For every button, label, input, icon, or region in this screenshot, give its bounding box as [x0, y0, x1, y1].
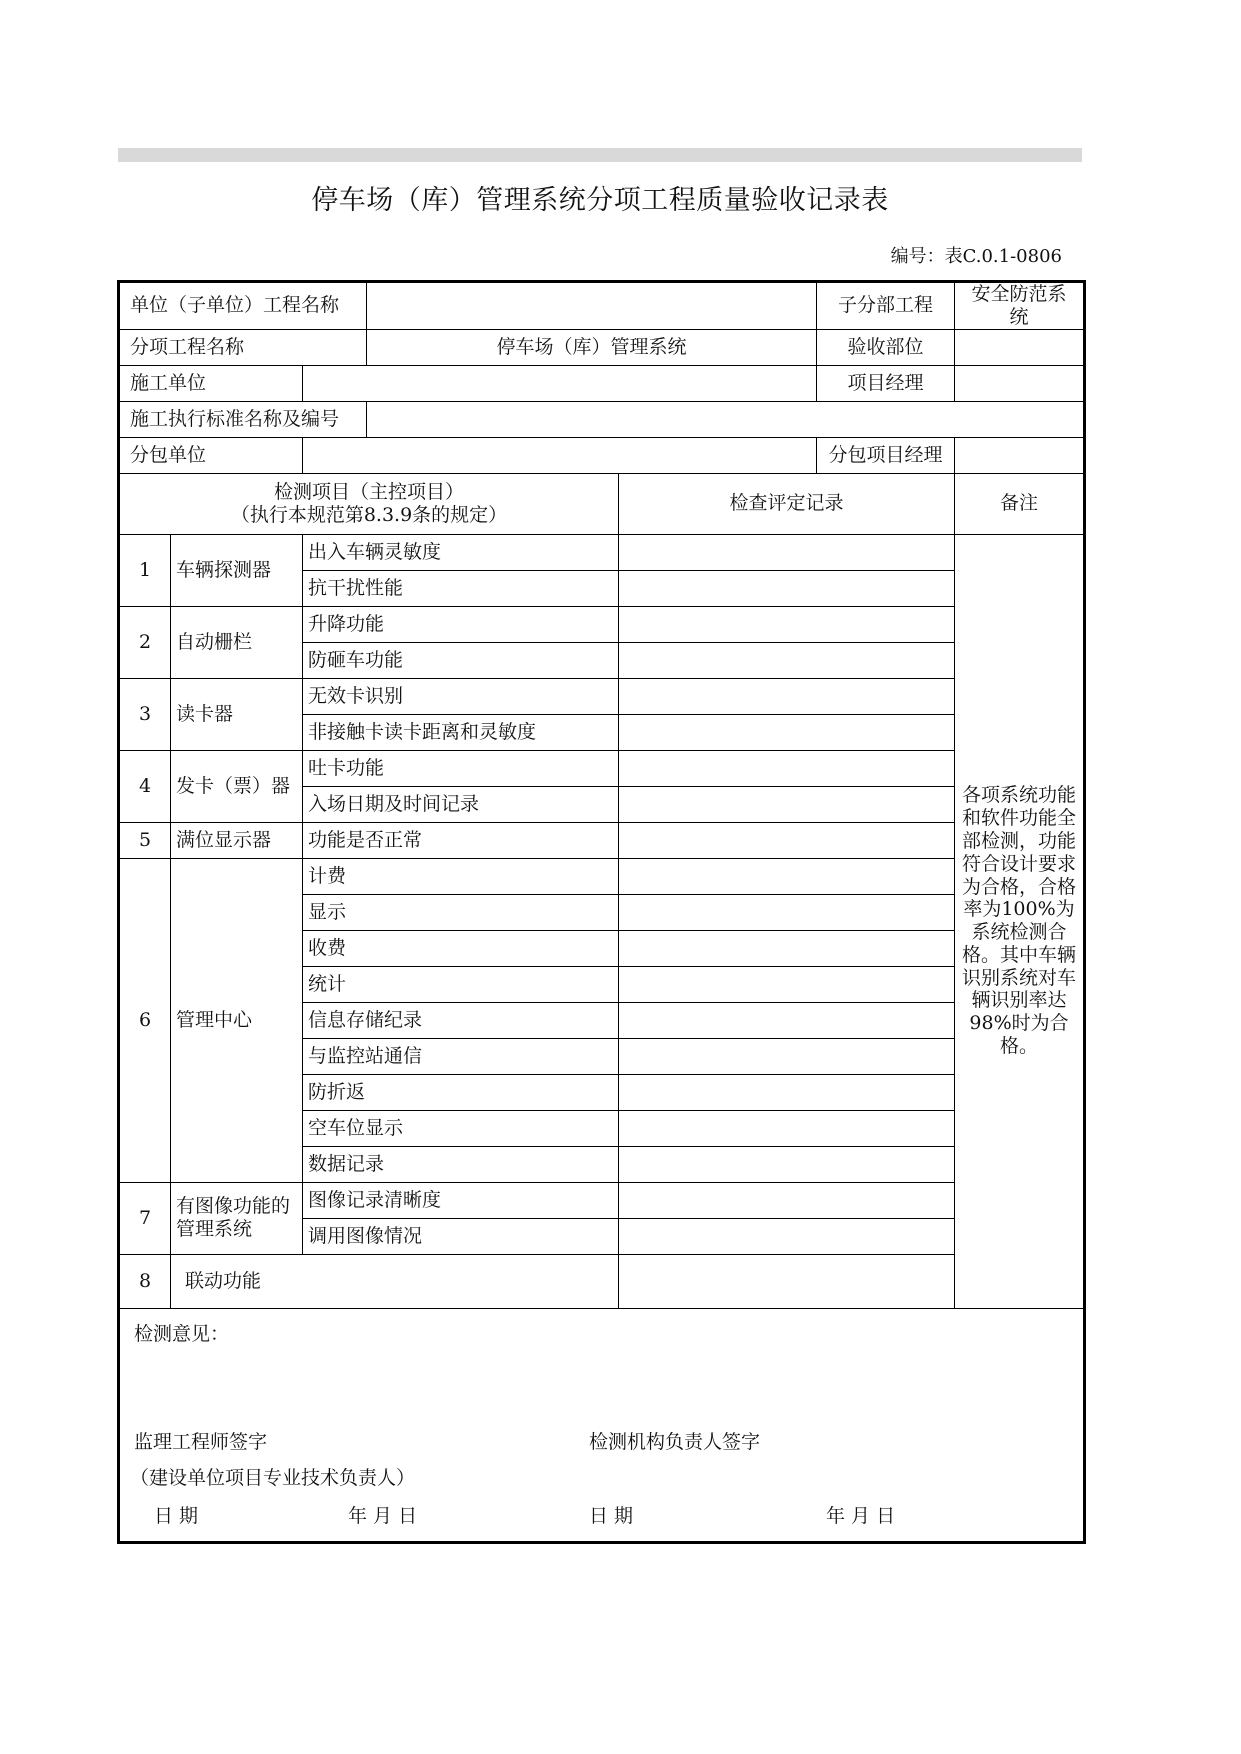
acceptance-form-table [117, 280, 1086, 1544]
item-row [119, 606, 1085, 642]
date-ymd-left: 年 月 日 [348, 1504, 418, 1527]
item-row [119, 1254, 1085, 1308]
record-cell[interactable] [619, 606, 955, 642]
row-construction-unit [119, 365, 1085, 401]
opinion-cell [119, 1308, 1085, 1542]
row-standard [119, 401, 1085, 437]
record-cell[interactable] [619, 534, 955, 570]
record-cell[interactable] [619, 642, 955, 678]
sub-division-value[interactable]: 安全防范系统 [955, 282, 1085, 330]
record-cell[interactable] [619, 1254, 955, 1308]
item-number: 7 [119, 1182, 171, 1254]
sub-item-name: 计费 [303, 858, 619, 894]
sub-item-name: 抗干扰性能 [303, 570, 619, 606]
items-header-line1: 检测项目（主控项目） [274, 480, 465, 503]
record-cell[interactable] [619, 1110, 955, 1146]
date-ymd-right: 年 月 日 [826, 1504, 896, 1527]
remark-text: 各项系统功能和软件功能全部检测，功能符合设计要求为合格，合格率为100%为系统检测合格。其中车辆识别系统对车辆识别率达98%时为合格。 [955, 534, 1085, 1308]
item-name: 发卡（票）器 [171, 750, 303, 822]
standard-value[interactable] [367, 401, 1085, 437]
subcontractor-value[interactable] [303, 437, 817, 473]
opinion-row [119, 1308, 1085, 1542]
item-number: 3 [119, 678, 171, 750]
standard-label: 施工执行标准名称及编号 [119, 401, 367, 437]
sub-item-value[interactable]: 停车场（库）管理系统 [367, 329, 817, 365]
item-number: 8 [119, 1254, 171, 1308]
sub-item-name: 与监控站通信 [303, 1038, 619, 1074]
unit-project-label: 单位（子单位）工程名称 [119, 282, 367, 330]
items-header-line2: （执行本规范第8.3.9条的规定） [230, 503, 508, 526]
record-cell[interactable] [619, 1038, 955, 1074]
item-name: 车辆探测器 [171, 534, 303, 606]
sub-item-label: 分项工程名称 [119, 329, 367, 365]
record-cell[interactable] [619, 858, 955, 894]
record-cell[interactable] [619, 822, 955, 858]
date-label-right: 日 期 [589, 1504, 634, 1527]
sub-item-name: 图像记录清晰度 [303, 1182, 619, 1218]
project-manager-value[interactable] [955, 365, 1085, 401]
construction-unit-label: 施工单位 [119, 365, 303, 401]
top-gray-bar [118, 148, 1082, 162]
record-cell[interactable] [619, 570, 955, 606]
item-row [119, 858, 1085, 894]
agency-sign-label: 检测机构负责人签字 [589, 1430, 761, 1453]
record-cell[interactable] [619, 966, 955, 1002]
record-cell[interactable] [619, 930, 955, 966]
sub-item-name: 吐卡功能 [303, 750, 619, 786]
record-cell[interactable] [619, 1002, 955, 1038]
construction-unit-value[interactable] [303, 365, 817, 401]
sub-item-name: 显示 [303, 894, 619, 930]
row-sub-item [119, 329, 1085, 365]
record-cell[interactable] [619, 714, 955, 750]
items-column-header [119, 473, 619, 534]
record-column-header: 检查评定记录 [619, 473, 955, 534]
subcontractor-label: 分包单位 [119, 437, 303, 473]
record-cell[interactable] [619, 1182, 955, 1218]
sub-item-name: 信息存储纪录 [303, 1002, 619, 1038]
item-name: 满位显示器 [171, 822, 303, 858]
record-cell[interactable] [619, 1146, 955, 1182]
record-cell[interactable] [619, 1074, 955, 1110]
item-number: 6 [119, 858, 171, 1182]
sub-item-name: 非接触卡读卡距离和灵敏度 [303, 714, 619, 750]
project-manager-label: 项目经理 [817, 365, 955, 401]
row-unit-project [119, 282, 1085, 330]
sub-pm-value[interactable] [955, 437, 1085, 473]
sub-item-name: 防砸车功能 [303, 642, 619, 678]
sub-division-label: 子分部工程 [817, 282, 955, 330]
item-name: 联动功能 [171, 1254, 619, 1308]
record-cell[interactable] [619, 1218, 955, 1254]
sub-item-name: 收费 [303, 930, 619, 966]
sub-pm-label: 分包项目经理 [817, 437, 955, 473]
item-number: 4 [119, 750, 171, 822]
item-name: 自动栅栏 [171, 606, 303, 678]
sub-item-name: 统计 [303, 966, 619, 1002]
sub-item-name: 升降功能 [303, 606, 619, 642]
record-cell[interactable] [619, 894, 955, 930]
record-cell[interactable] [619, 678, 955, 714]
sub-item-name: 防折返 [303, 1074, 619, 1110]
sub-item-name: 调用图像情况 [303, 1218, 619, 1254]
doc-number: 编号：表C.0.1-0806 [890, 246, 1062, 267]
item-row [119, 822, 1085, 858]
column-header-row [119, 473, 1085, 534]
acceptance-part-value[interactable] [955, 329, 1085, 365]
supervisor-sub-label: （建设单位项目专业技术负责人） [130, 1466, 416, 1489]
opinion-label: 检测意见： [134, 1322, 230, 1345]
acceptance-part-label: 验收部位 [817, 329, 955, 365]
remark-column-header: 备注 [955, 473, 1085, 534]
item-row [119, 534, 1085, 570]
date-label-left: 日 期 [154, 1504, 199, 1527]
item-name: 读卡器 [171, 678, 303, 750]
item-name: 有图像功能的管理系统 [171, 1182, 303, 1254]
page-title: 停车场（库）管理系统分项工程质量验收记录表 [311, 185, 889, 216]
row-subcontractor [119, 437, 1085, 473]
sub-item-name: 出入车辆灵敏度 [303, 534, 619, 570]
sub-item-name: 功能是否正常 [303, 822, 619, 858]
item-row [119, 750, 1085, 786]
item-row [119, 678, 1085, 714]
item-name: 管理中心 [171, 858, 303, 1182]
sub-item-name: 无效卡识别 [303, 678, 619, 714]
item-number: 5 [119, 822, 171, 858]
sub-item-name: 入场日期及时间记录 [303, 786, 619, 822]
item-row [119, 1182, 1085, 1218]
record-cell[interactable] [619, 786, 955, 822]
sub-item-name: 空车位显示 [303, 1110, 619, 1146]
item-number: 2 [119, 606, 171, 678]
record-cell[interactable] [619, 750, 955, 786]
sub-item-name: 数据记录 [303, 1146, 619, 1182]
unit-project-value[interactable] [367, 282, 817, 330]
item-number: 1 [119, 534, 171, 606]
supervisor-sign-label: 监理工程师签字 [134, 1430, 268, 1453]
